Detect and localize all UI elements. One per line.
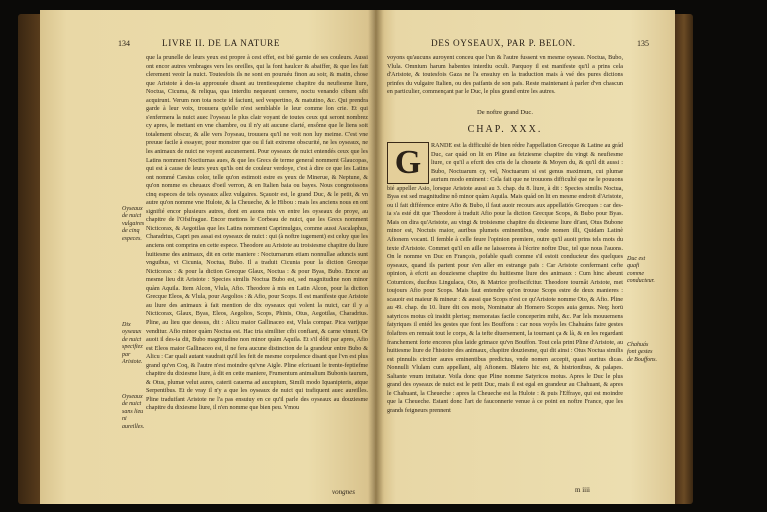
- book-cover-right: [675, 14, 693, 504]
- left-page-number: 134: [118, 39, 130, 48]
- margin-note-right-2: Chahuás font gestes de Bouffons.: [627, 342, 657, 363]
- chapter-heading: CHAP. XXX.: [467, 124, 543, 135]
- left-page: [40, 10, 375, 504]
- section-subtitle: De noftre grand Duc.: [476, 109, 534, 116]
- left-body-paragraph: que la prunelle de leurs yeux est propre à cest effet, est bié garnie de ses couleurs. Aussi ont encor autres vmbrages vers les oreilles, qui la font haulcer & abaiffer, & que les fait clerement veoir la nuict. Toutesfois ils ne sont en pouruéu finon au soir, & matin, chose que Aristote à des-ia approuuée disant au trentiesquieme chapitre du neufiesme liure, Noctua, Cicuma, & reliqua, qua interdiu nequeunt cernere, noctu venando cibum sibi acquirunt. Verum non tota nocte id faciunt, sed vespertino, & matutino, &c. Qui prendra garde à leur voix, trouuera qu'elle n'est semblable le leur comme lon crie. Et qui s'enfermera la nuict auec l'oyseau le plus clair voyant de toutes ceux qui seront nombrez cy apres, le mettant en vne chambre, ou il n'y ait aucune clarté, ensôme que le liens soit totalement obscur, & alle vers l'oyseau, trouuera qu'il ne voit non luy meime. C'est vne preuue facile à essayer, pour monstrer que ou il fait extreme obscurité, ne les oyseaux, ne les animaux de nuict ne voyent aucunement. Pour oyseaux de nuict entendés ceux que les Latins nomment Noctiurnas aues, & que les Grecs de terme general nomment Glaucopas, qui est à cause de leurs yeux qu'ils ont de couleur verdoye, c'est à dire ce que les Latins ont nommé Cæsius color, telle qu'on estimoit estre es yeux de Minerue, & Neptune, & qu'on nomme es cheuaux d'oeil verron, & en Italien baia ou bayes. Nous congnoissons cinq especes de tels oyseaux allez vulgaires. Sçauoir est, le grand Duc, & le petit, & vn autre qu'on nomme vne Hulote, & la Cheueche, & le Hibou : mais les anciens nous en ont signifié encor plusieurs autres, dont en auons mis vn entre les oyseaux de proye, au chapitre de l'Ofsifrague. Encor mettons le Corbeau de nuict, que les Grecs nomment Nicticorax, & Aegotilas que les Latins nomment Caprimulgus, comme aussi Ascalaphus, Charadrius, Capri pes assai est oyseaux de nuict : qui (à noftre iugement) est celuy que les anciens ont comprins en cette espece. Theodore au Aristote au troisiesme chapitre du liure huitiesme des animaux, dit en cette maniere : Nocturnarum etiam nonnullae aduncis sunt vnguibus, vt Cicunia, Noctua, Bubo. Il a traduit Cicunia pour la diction Grecque Nicticorax : & pour la diction Grecque Glaux, Noctua : & pour Byas, Bubo. Encor au mesme lieu dit Aristote : Species similis Noctua Bubo est, sed magnitudine non minor quàm Aquila. Item Alcon, Vlula, Afio. Theodore à mis en Latin Alcon, pour la diction Grecque Eleos, & Vlula, pour Aegolios : & Afio, pour Scops. Il est manifeste que Aristote au liure des animaux à fait mention de dix oyseaux qui volent la nuict, car il y a Nicticorax, Glaux, Byas, Eleos, Aegolios, Scops, Phinis, Otus, Aegotilas, Charadrius. Pline, au lieu que dessus, dit : Alicu maior Gallinaceo est, Vlula compar. Pica varijque venditur. Afio minor quàm Noctua est. Hac tria similiter cibi confiant, & carne vinunt. Or auoit il des-ia dit, Bubo magnitudine non minor quàm Aquila. Et s'il dôit par apres, Afio est Eleos maior Gallinaceo est, il ne fera aucune distinction de la grandeur entre Bubo & Alicu : Car quali autant vaudrait qu'il les feit de mesme corpulence disant que l'vn est plus grand qu'vn Coq, & l'autre n'est moindre qu'vne Aigle. Pline efcriuant le trente-feptiefme chapitre du dixiesme liure, à dit en cette maniere, Frumentum animalium Bubonis taurum, & Otus, plumæ velut aures, caterii cauerna ad aucupium, Simili modo Iquanipteris, atque Serpentibus. Et de vray il n'y a que les oyseaux de nuict qui trafiquent auec aureilles. Pline traduifant Aristote ne l'a pas ensuiuy en ce qu'il parle des oyseaux au douziesme chapitre du dixiesme liure, il n'en nomme que bien peu. Vmou: [146, 55, 368, 412]
- initial-spacer: [387, 142, 431, 184]
- right-top-paragraph: voyons qu'aucuns auroyent conceu que l'un & l'autre fussent vn mesme oyseau. Noctua, Bubo, Vlula. Omnium harum habentes interdiu oculi. Parquoy il est manifeste qu'il a prins cela d'Aristote, & toutesfois Gaza ne l'a ensuiuy en la traduction mais à vsé des pures dictions prinfes du vulgaire Italien, ou des paifants de son païs. Reste maintenant à parler d'vn chascun en particulier, commençant par le Duc, le plus grand entre les autres.: [387, 55, 623, 96]
- left-body-text: [146, 54, 368, 484]
- margin-note-right-1: Duc est quafi comme conducteur.: [627, 256, 655, 285]
- right-top-text: [387, 54, 623, 96]
- right-body-paragraph: RANDE est la difficulté de bien rédre l'appellation Grecque & Latine au grád Duc, car quád on lit en Pline au feiziesme chapitre du vingt & neufiesme liure, ce qu'il a efcrit des cris de la chouete & Moyen du, & qu'il dit aussi : Bubo, Noctuarum cy, vel, Noctuarum si est genus maximum, cui plumæ aurium modo eminent : Cela fait que ne trouuons difficulté que ne le pouuons bié appeller Asio, lorsque Aristote aussi au 3. chap. du 8. liure, à dit : Species similis Noctua, Byas est sed magnitudine nô minor quàm Aquila. Mais quád on lit en mesme endroit d'Aristote, ou il fait différence entre Afio & Bubo, il faut auoir recours aux appellatiós Grecques : car des-ia s'a esté dit que Theodore à traduit Afio pour la diction Grecque Scops, & Bubo pour Byas. Mais on dira qu'Aristote, au vingt & troisiesme chapitre du dixiesme liure di'ant, Otus Bubone minor est, Noctuis maior, auribus plumeis eminentibus, vnde nomen illi, Quidam Latinè Afionem vocant. Il femble à celle feure l'opinion premiere, outre qu'il auoit prins tels mots du texte d'Aristote. Commet qu'il en aille ne laisserons à l'écrire noftre Duc, tel que nous l'auons. On le nomme vn Duc en François, pofable quafi comme s'il estoit conducteur des quelques oyseaux, quand ils partent pour s'en aller en estrange païs : Car Aristote confermant cefte opinion, à efcrit au douziesme chapitre du huitiesme liure des animaux : Cum hinc abeunt Coturnices, ducibus Lingulaca, Oto, & Matrice profiscifcitur. Theodore tournât Aristote, met toujours Afio pour Scops. Mais faut entendre qu'on trouue Scops estre de deux manieres : scauoir est maieur & mineur : & aussi que Scops n'est ce qu'Aristote nomme Oto, & Afio. Pline au 49. chap. du 10. liure dit ces mots, Nominatur ab Homero Scopes auia genus. Neq; horū satyricos motus cũ insidit plerisq; memoratas facile conceperim mihi, &c. Par lels mouuemens fatyriques il entéd les gestes que font les Bouffons : car nous voyôs les Chahuáns faire gestes folaftres en remuát tout le corps, & la tefte diuersement, la tournant ça & là, & en les regardant franchement forte encores plus laide grimace qu'vn Bouffon. Tout cela print Pline d'Aristote, au huitiesme liure de l'histoire des animaux, chapitre douziesme, qui dit ainsi : Otus Noctua similis est pinnulis circiter aures eminentibus predictus, vnde nomen accepit, quasi auritus dicas. Nonnulli Vlulam cum appellant, alij Afionem. Blatero hic est, & histrionibus, & palapes. Saltante vnum imitatur. Voila donc que Pline nomme Satyricos motus. Apres le Duc le plus grand des oyseaux de nuict est le petit Duc, mais il est egal en grandeur au Chahuant, & apres le Chahuant, la Cheueche : apres la Cheueche est la Hulote : & puis l'Effraye, qui est moindre que la Cheueche. Estant donc l'art de fauconnerie venue à ce point en noftre France, que les grands feigneurs prennent: [387, 143, 623, 414]
- margin-note-left-1: Oyseaux de nuict vulgaires de cinq especes.: [122, 206, 145, 242]
- right-body-text: [387, 142, 623, 482]
- left-running-header: LIVRE II. DE LA NATURE: [162, 38, 281, 48]
- right-page-number: 135: [637, 39, 649, 48]
- right-running-header: DES OYSEAUX, PAR P. BELON.: [431, 38, 576, 48]
- book-gutter-shadow: [368, 10, 384, 504]
- margin-note-left-3: Oyseaux de nuict sans lieu ni aureilles.: [122, 394, 145, 430]
- right-page: [375, 10, 675, 504]
- margin-note-left-2: Dix oyseaux de nuict specifiez par Aristote.: [122, 322, 143, 366]
- right-signature-mark: m iiii: [575, 486, 590, 494]
- left-catchword: vongnes: [332, 488, 355, 496]
- open-book: [18, 10, 693, 506]
- decorated-initial-letter: G: [387, 142, 429, 184]
